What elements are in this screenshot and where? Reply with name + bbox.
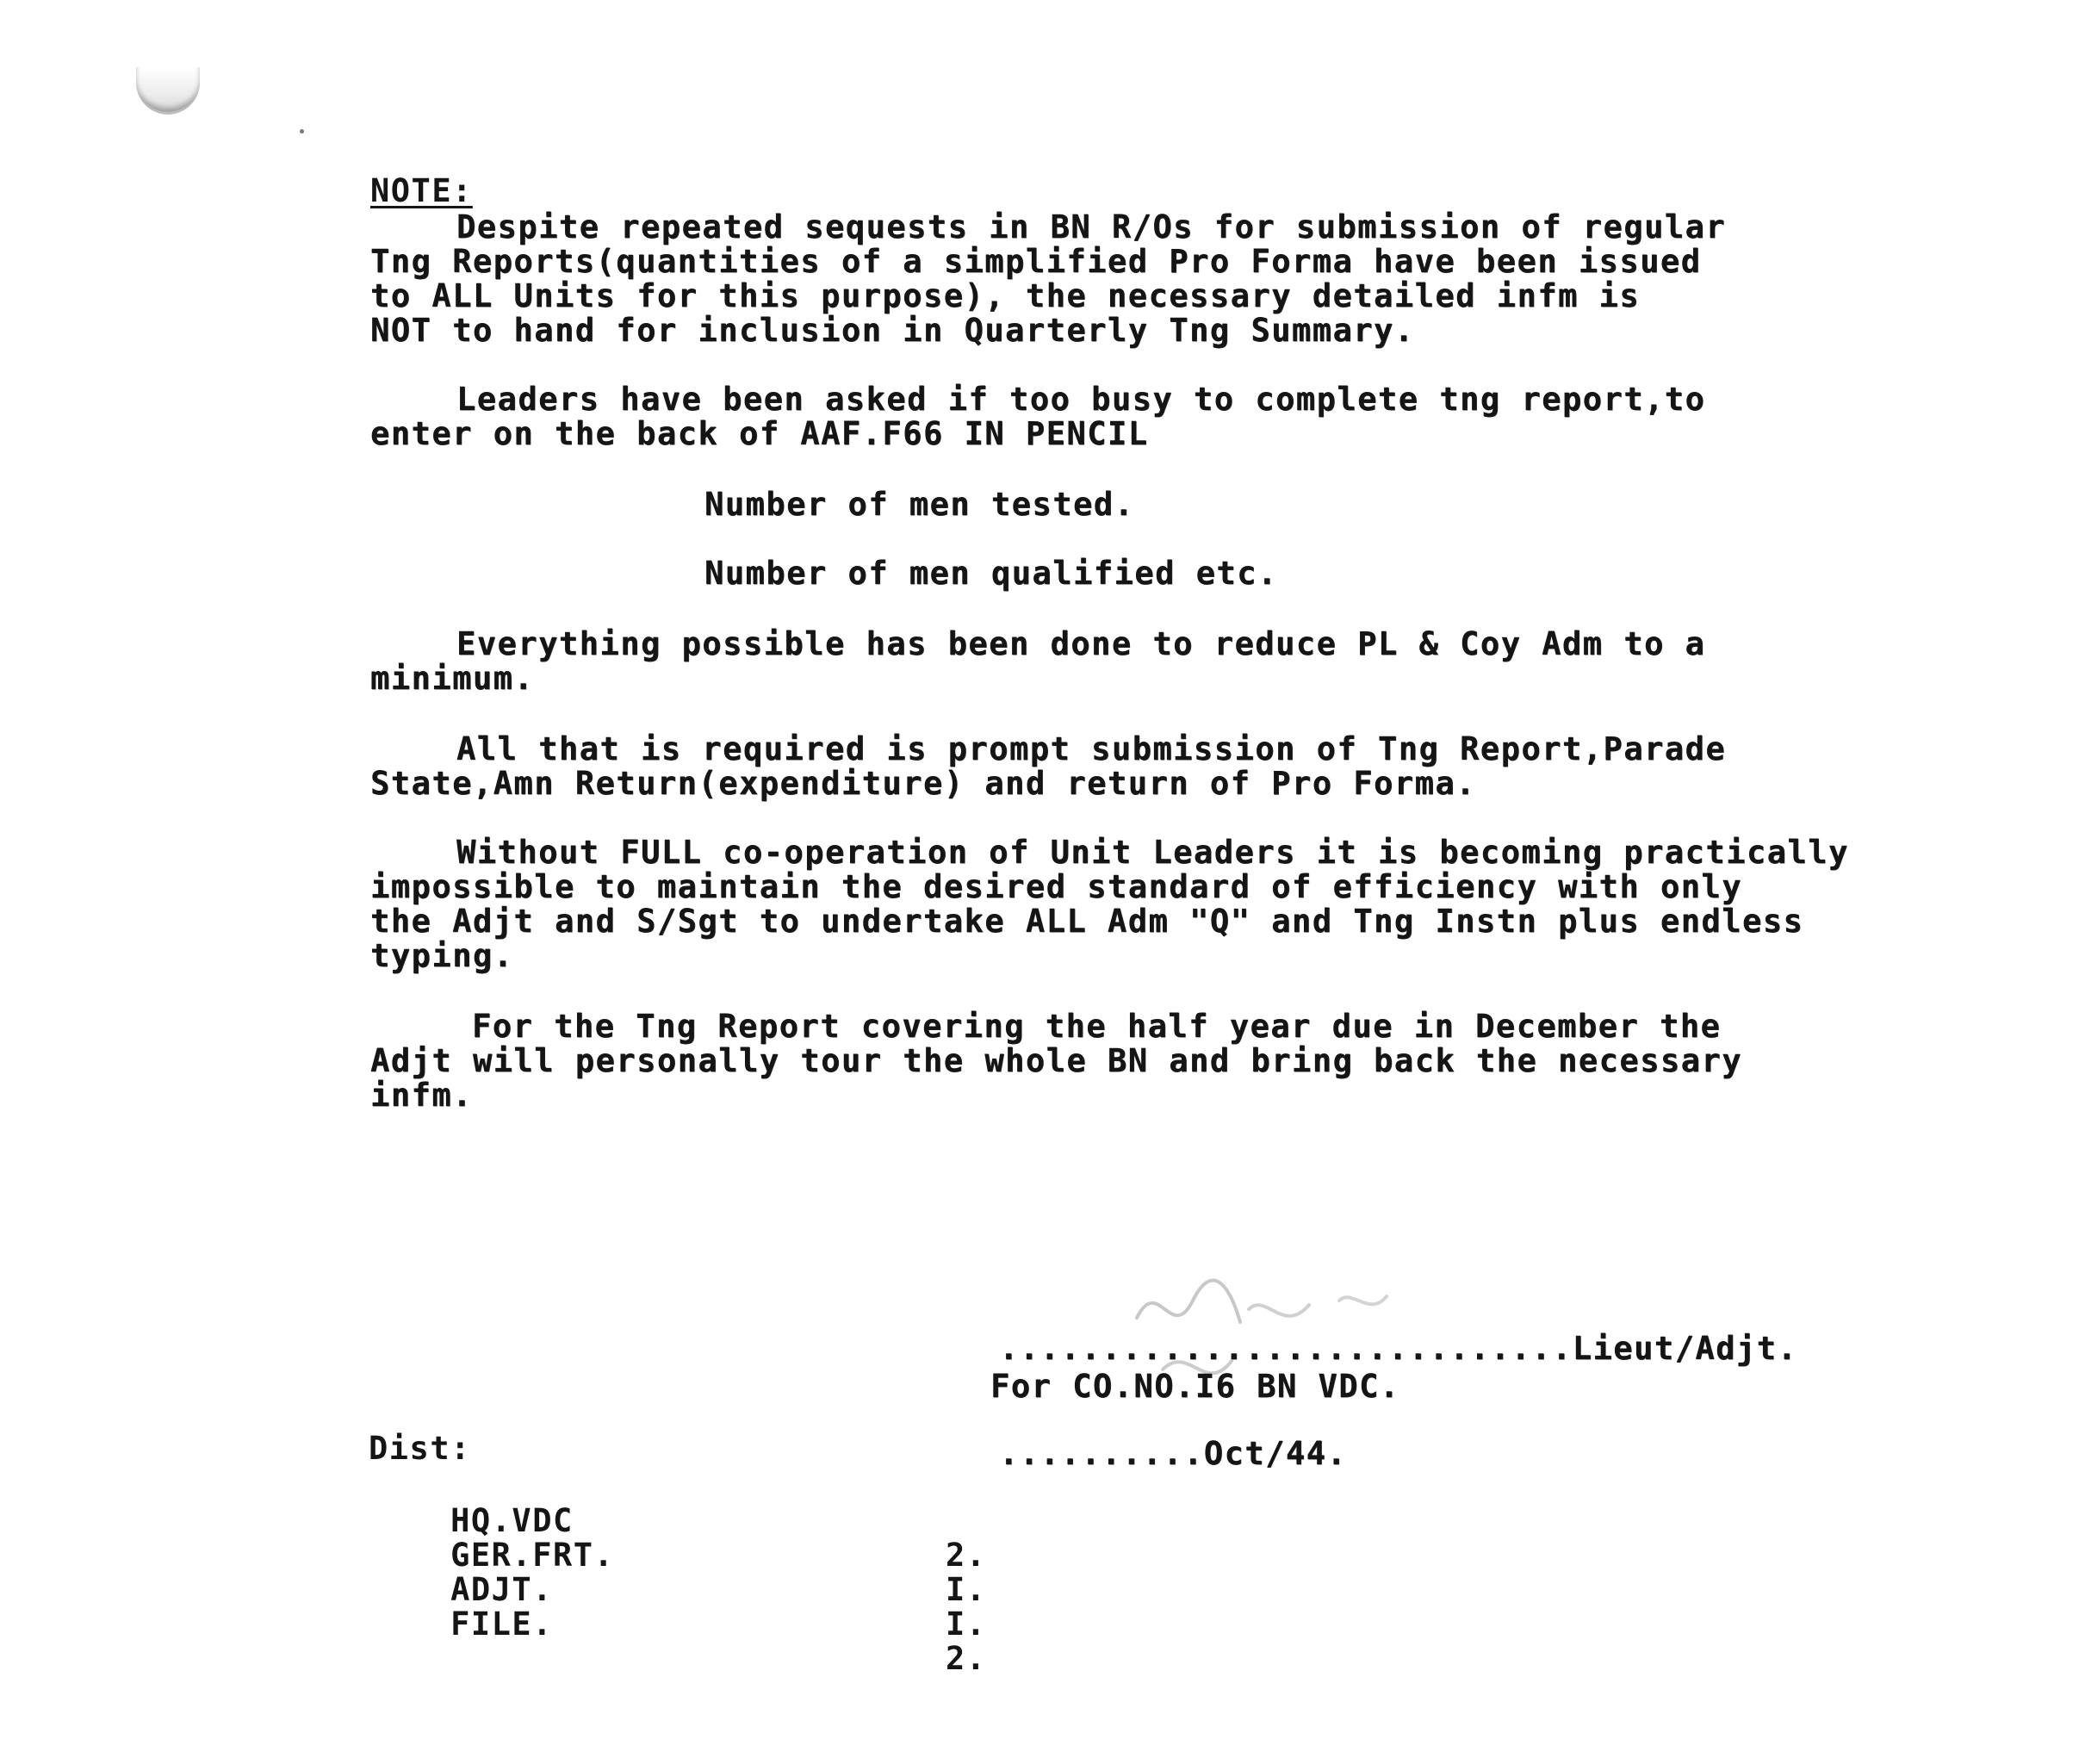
- paragraph-4-line-2: minimum.: [370, 660, 535, 697]
- distribution-recipient: HQ.VDC: [450, 1502, 574, 1539]
- distribution-row: [369, 1573, 987, 1711]
- paragraph-6-line-3: the Adjt and S/Sgt to undertake ALL Adm "Q" and Tng Instn plus endless: [370, 903, 1804, 940]
- distribution-recipient: GER.FRT.: [450, 1537, 615, 1574]
- paragraph-1-line-2: Tng Reports(quantities of a simplified Pro Forma have been issued: [370, 243, 1702, 280]
- paragraph-2-line-1: Leaders have been asked if too busy to complete tng report,to: [456, 381, 1706, 418]
- paragraph-5-line-2: State,Amn Return(expenditure) and return of Pro Forma.: [370, 765, 1476, 802]
- men-tested-line: Number of men tested.: [704, 486, 1135, 523]
- date-line: ..........Oct/44.: [999, 1435, 1348, 1472]
- paragraph-6-line-2: impossible to maintain the desired standard of efficiency with only: [370, 868, 1742, 905]
- paragraph-1-line-1: Despite repeated sequests in BN R/Os for submission of regular: [456, 208, 1727, 245]
- signature-line: ............................Lieut/Adjt.: [999, 1330, 1798, 1367]
- for-co-line: For CO.NO.I6 BN VDC.: [990, 1368, 1400, 1405]
- distribution-recipient: ADJT.: [450, 1571, 553, 1608]
- paragraph-2-line-2: enter on the back of AAF.F66 IN PENCIL: [370, 415, 1149, 452]
- distribution-copies: 2.: [946, 1537, 987, 1574]
- paragraph-1-line-4: NOT to hand for inclusion in Quarterly Tng Summary.: [370, 312, 1415, 349]
- paragraph-6-line-4: typing.: [370, 937, 514, 974]
- men-qualified-line: Number of men qualified etc.: [704, 555, 1278, 592]
- paragraph-1-line-3: to ALL Units for this purpose), the necessary detailed infm is: [370, 277, 1641, 314]
- distribution-recipient: FILE.: [450, 1606, 553, 1643]
- paragraph-6-line-1: Without FULL co-operation of Unit Leaders it is becoming practically: [456, 834, 1849, 871]
- distribution-copies: I.: [946, 1606, 987, 1643]
- paragraph-7-line-2: Adjt will personally tour the whole BN and bring back the necessary: [370, 1042, 1742, 1079]
- distribution-copies: 2.: [946, 1640, 987, 1677]
- speck-mark: [300, 129, 304, 134]
- paragraph-7-line-1: For the Tng Report covering the half year due in December the: [472, 1008, 1722, 1045]
- paragraph-7-line-3: infm.: [370, 1077, 473, 1114]
- paragraph-5-line-1: All that is required is prompt submission of Tng Report,Parade: [456, 730, 1727, 767]
- punch-hole: [136, 67, 200, 115]
- paragraph-4-line-1: Everything possible has been done to reduce PL & Coy Adm to a: [456, 625, 1706, 662]
- note-heading: NOTE:: [370, 172, 473, 209]
- distribution-copies: I.: [946, 1571, 987, 1608]
- distribution-heading: Dist:: [369, 1430, 471, 1467]
